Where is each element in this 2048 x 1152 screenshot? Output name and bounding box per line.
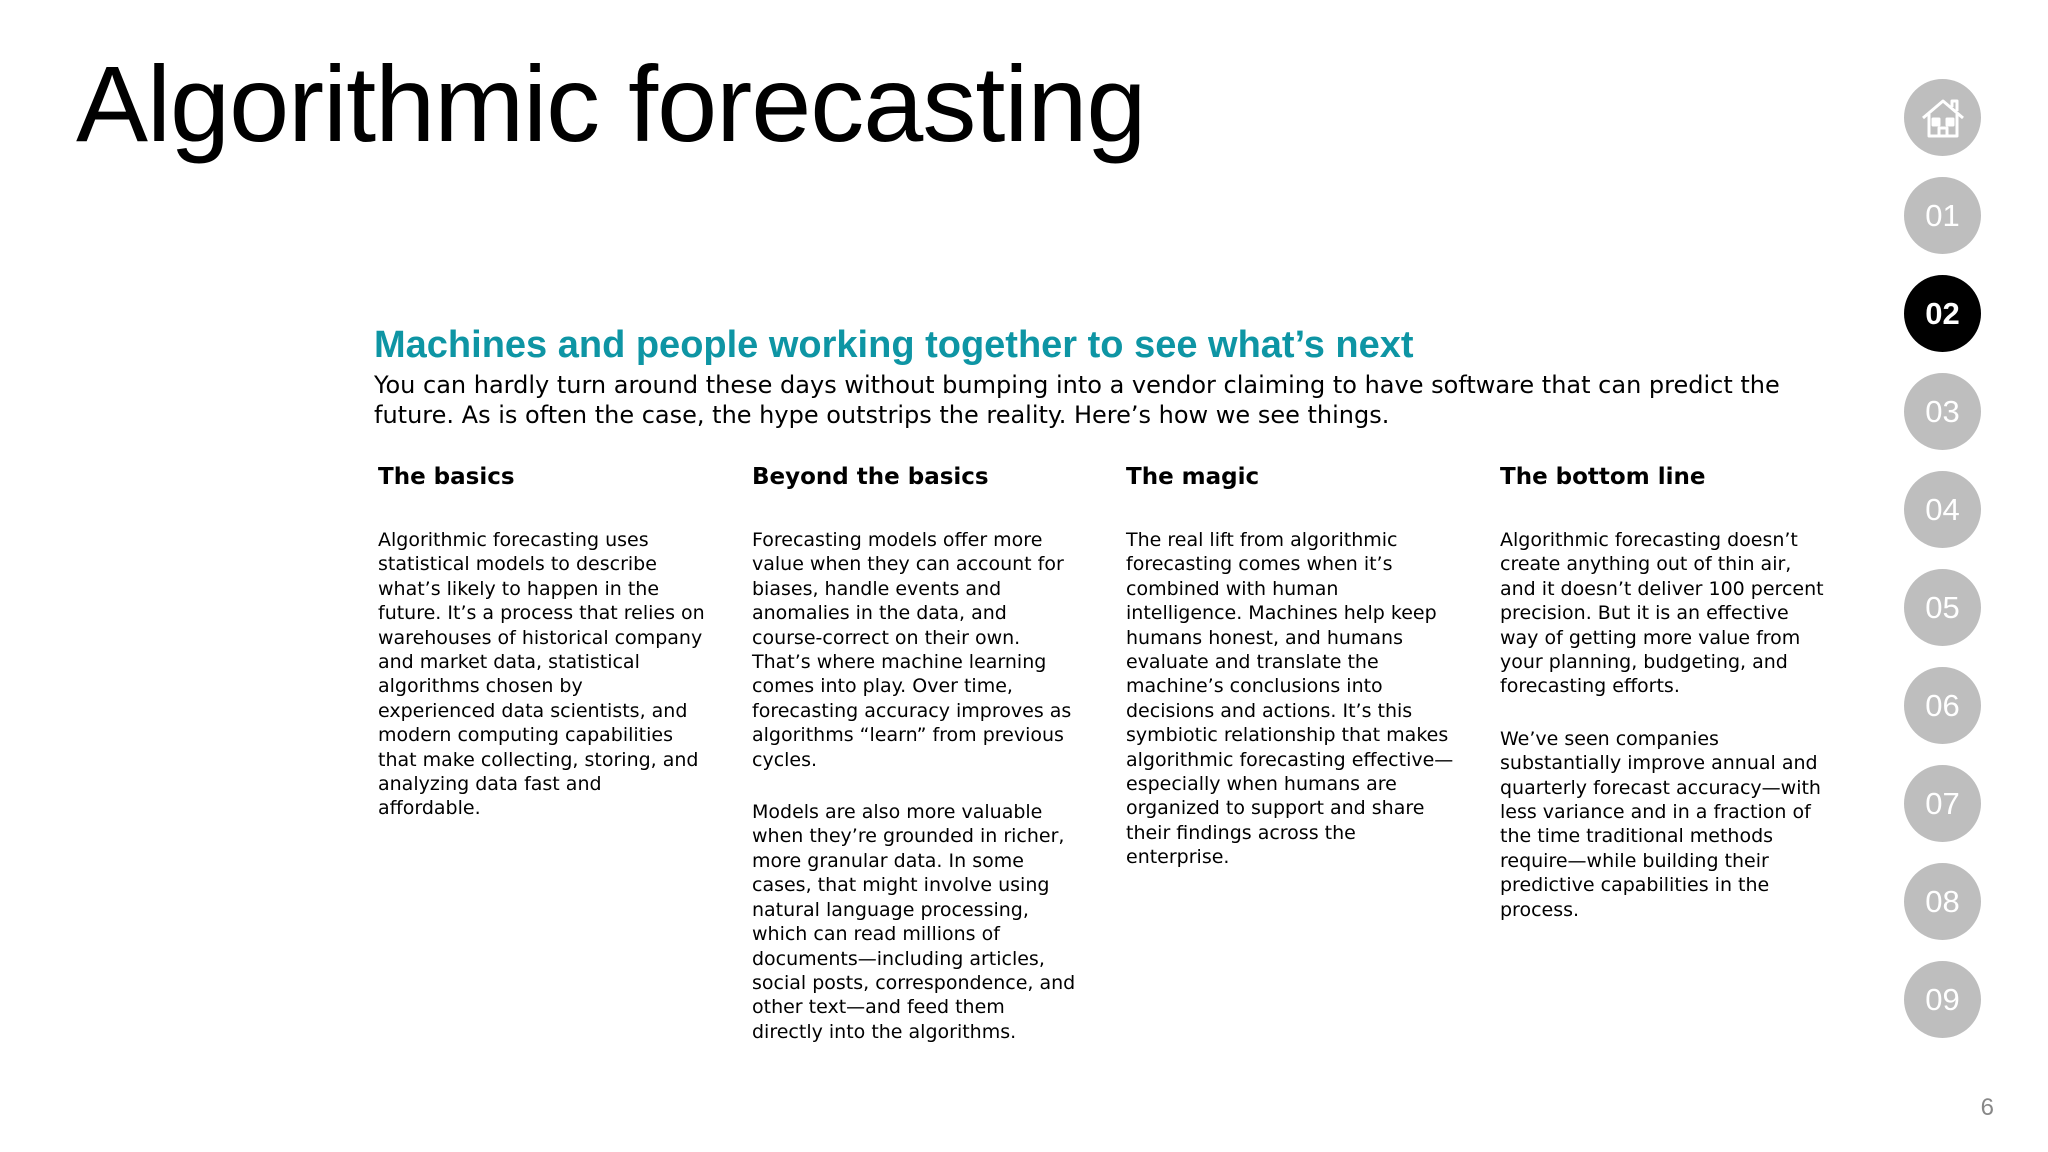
nav-item-02[interactable]: 02 [1904,275,1981,352]
column-title: The magic [1126,464,1260,490]
page-number: 6 [1980,1094,1994,1121]
column-paragraph: The real lift from algorithmic forecasting comes when it’s combined with human intelligence. Machines help keep humans honest, and humans evaluate and translate the machine’s conclusions into decisions and actions. It’s this symbiotic relationship that makes algorithmic forecasting effective—especially when humans are organized to support and share their findings across the enterprise. [1126,529,1454,869]
column-title: Beyond the basics [752,464,989,490]
home-icon [1918,93,1968,143]
nav-item-07[interactable]: 07 [1904,765,1981,842]
column-paragraph: Models are also more valuable when they’re grounded in richer, more granular data. In some cases, that might involve using natural language processing, which can read millions of documents—including articles, social posts, correspondence, and other text—and feed them directly into the algorithms. [752,801,1076,1043]
column-title: The basics [378,464,515,490]
nav-item-06[interactable]: 06 [1904,667,1981,744]
columns [378,458,1828,1044]
column-the-bottom-line [1500,458,1828,1044]
nav-item-04[interactable]: 04 [1904,471,1981,548]
column-the-basics [378,458,706,1044]
column-paragraph: Algorithmic forecasting uses statistical models to describe what’s likely to happen in the future. It’s a process that relies on warehouses of historical company and market data, statistical algorithms chosen by experienced data scientists, and modern computing capabilities that make collecting, storing, and analyzing data fast and affordable. [378,529,705,820]
intro-text: You can hardly turn around these days without bumping into a vendor claiming to have software that can predict the future. As is often the case, the hype outstrips the reality. Here’s how we see things. [374,371,1780,429]
nav-item-03[interactable]: 03 [1904,373,1981,450]
nav-item-08[interactable]: 08 [1904,863,1981,940]
content-header [374,322,1854,430]
column-paragraph: Algorithmic forecasting doesn’t create anything out of thin air, and it doesn’t deliver 100 percent precision. But it is an effective way of getting more value from your planning, budgeting, and forecasting efforts. [1500,529,1824,698]
column-beyond-the-basics [752,458,1080,1044]
column-the-magic [1126,458,1454,1044]
nav-item-01[interactable]: 01 [1904,177,1981,254]
nav-item-05[interactable]: 05 [1904,569,1981,646]
nav-item-09[interactable]: 09 [1904,961,1981,1038]
column-title: The bottom line [1500,464,1706,490]
column-paragraph: We’ve seen companies substantially improve annual and quarterly forecast accuracy—with less variance and in a fraction of the time traditional methods require—while building their predictive capabilities in the process. [1500,727,1821,921]
section-nav [1904,79,1982,1059]
subtitle: Machines and people working together to see what’s next [374,324,1414,366]
column-paragraph: Forecasting models offer more value when they can account for biases, handle events and anomalies in the data, and course-correct on their own. That’s where machine learning comes into play. Over time, forecasting accuracy improves as algorithms “learn” from previous cycles. [752,529,1072,771]
home-button[interactable] [1904,79,1981,156]
slide-title: Algorithmic forecasting [76,43,1146,164]
